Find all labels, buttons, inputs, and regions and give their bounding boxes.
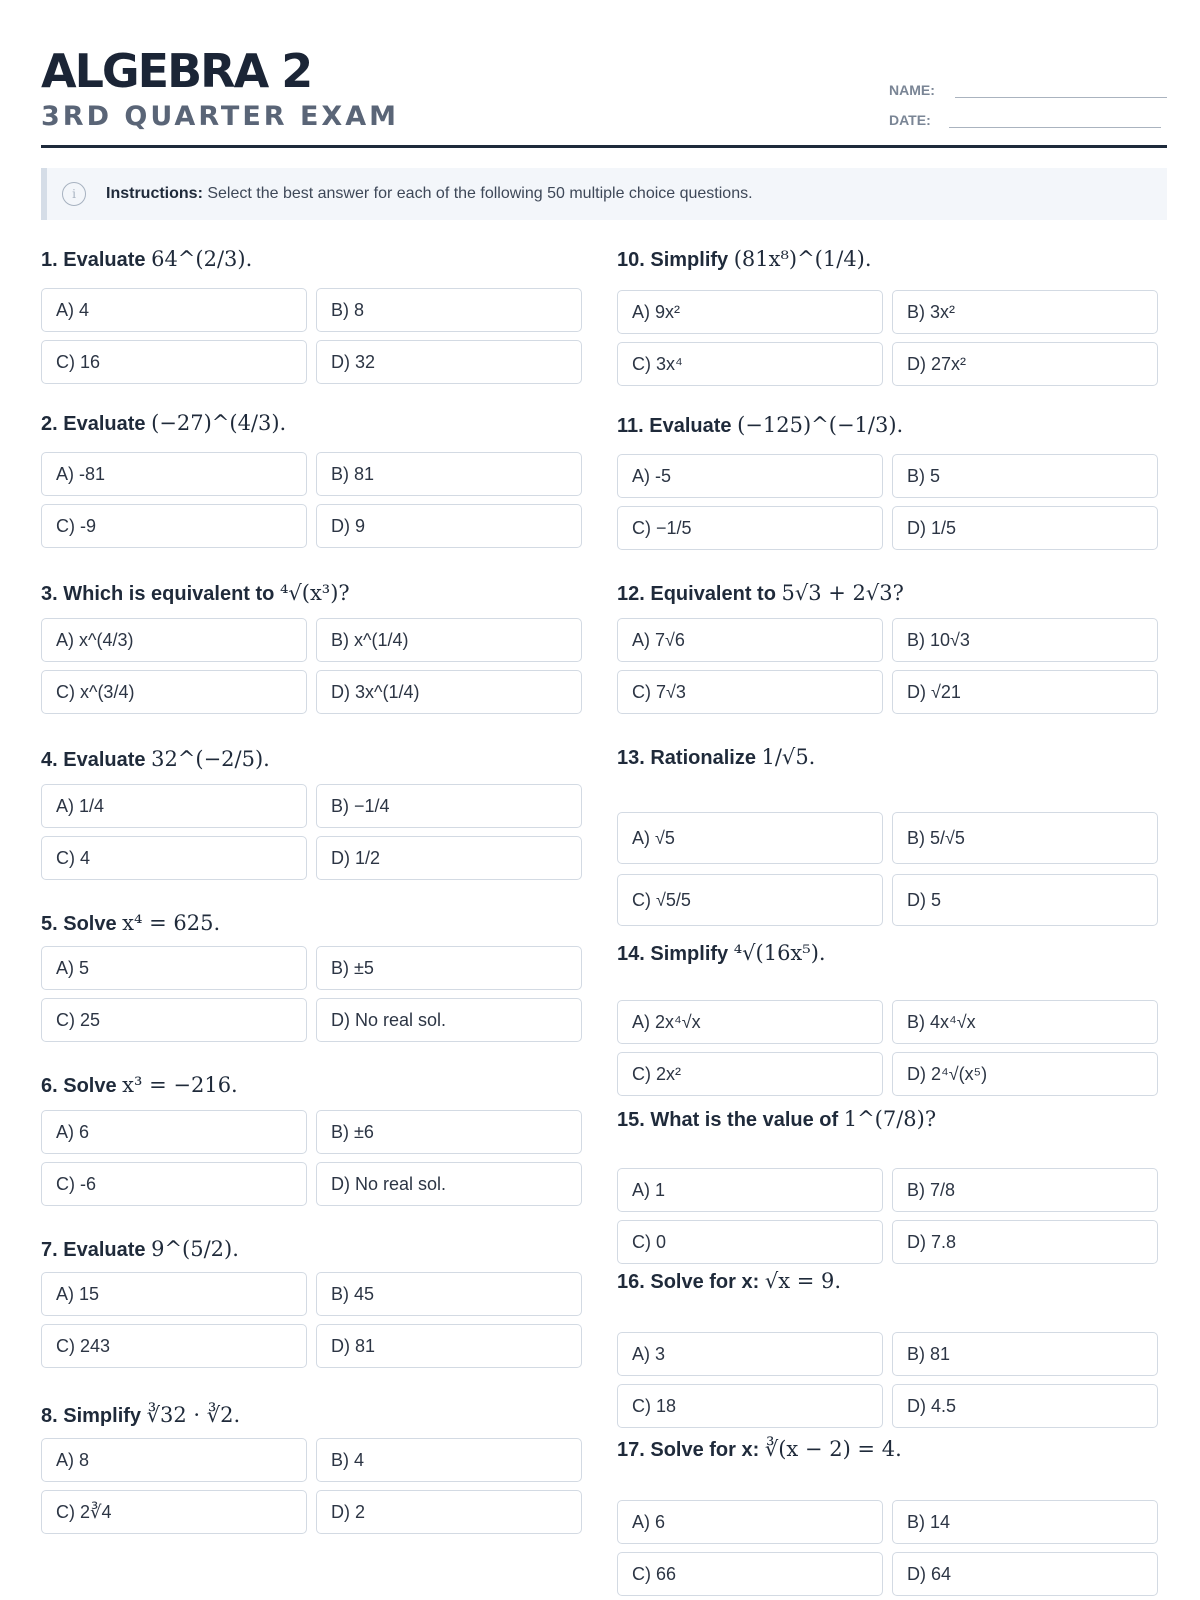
answer-option-c[interactable] xyxy=(41,1490,307,1534)
question-expression: √x = 9. xyxy=(764,1269,842,1293)
exam-header xyxy=(41,44,1167,148)
answer-option-label: C) 2∛4 xyxy=(56,1501,112,1522)
answer-option-label: B) 5 xyxy=(907,465,941,486)
question-expression: (81x⁸)^(1/4). xyxy=(733,247,872,271)
question-expression: 1^(7/8)? xyxy=(843,1107,937,1131)
question-expression: x³ = −216. xyxy=(122,1073,238,1097)
answer-option-b[interactable] xyxy=(892,454,1158,498)
question-title xyxy=(41,1070,238,1101)
answer-option-label: B) 81 xyxy=(907,1343,951,1364)
answer-option-d[interactable] xyxy=(892,506,1158,550)
answer-option-d[interactable] xyxy=(316,504,582,548)
answer-option-label: B) −1/4 xyxy=(331,795,390,816)
answer-option-label: C) 7√3 xyxy=(632,681,686,702)
question-number: 11. xyxy=(617,415,650,437)
question-title xyxy=(617,410,903,441)
answer-option-d[interactable] xyxy=(316,670,582,714)
answer-option-label: C) 16 xyxy=(56,351,101,372)
question-expression: 1/√5. xyxy=(761,745,816,769)
answer-option-a[interactable] xyxy=(41,452,307,496)
answer-option-label: B) 10√3 xyxy=(907,629,970,650)
answer-option-d[interactable] xyxy=(892,1220,1158,1264)
answer-option-b[interactable] xyxy=(316,618,582,662)
answer-option-label: D) 81 xyxy=(331,1335,376,1356)
answer-option-label: B) x^(1/4) xyxy=(331,629,409,650)
question-number: 16. xyxy=(617,1271,651,1293)
answer-option-d[interactable] xyxy=(316,1324,582,1368)
question-title xyxy=(41,908,220,939)
answer-option-label: C) 18 xyxy=(632,1395,677,1416)
question-number: 7. xyxy=(41,1239,64,1261)
answer-option-b[interactable] xyxy=(892,1168,1158,1212)
question-prompt: Evaluate xyxy=(63,249,152,271)
answer-option-b[interactable] xyxy=(316,1110,582,1154)
question-expression: 5√3 + 2√3? xyxy=(781,581,904,605)
question-prompt: Solve for x: xyxy=(650,1271,765,1293)
question-expression: x⁴ = 625. xyxy=(122,911,221,935)
answer-option-label: B) 8 xyxy=(331,299,365,320)
answer-option-label: A) x^(4/3) xyxy=(56,629,134,650)
answer-option-d[interactable] xyxy=(316,836,582,880)
question-title xyxy=(41,578,350,609)
question-prompt: Which is equivalent to xyxy=(63,583,280,605)
answer-option-label: C) 25 xyxy=(56,1009,101,1030)
question-prompt: Simplify xyxy=(650,943,734,965)
question-expression: 9^(5/2). xyxy=(151,1237,239,1261)
answer-option-label: B) 7/8 xyxy=(907,1179,956,1200)
answer-option-b[interactable] xyxy=(892,618,1158,662)
answer-option-b[interactable] xyxy=(892,1500,1158,1544)
answer-option-c[interactable] xyxy=(41,670,307,714)
answer-option-label: D) 3x^(1/4) xyxy=(331,681,420,702)
name-field[interactable] xyxy=(889,82,951,98)
answer-option-label: C) √5/5 xyxy=(632,889,691,910)
answer-option-a[interactable] xyxy=(617,290,883,334)
question-number: 14. xyxy=(617,943,651,965)
answer-option-label: C) 3x⁴ xyxy=(632,353,683,374)
answer-option-c[interactable] xyxy=(41,836,307,880)
answer-option-b[interactable] xyxy=(892,290,1158,334)
answer-option-d[interactable] xyxy=(316,1162,582,1206)
question-expression: ∛(x − 2) = 4. xyxy=(764,1437,902,1461)
answer-option-a[interactable] xyxy=(41,618,307,662)
answer-option-a[interactable] xyxy=(617,618,883,662)
question-number: 3. xyxy=(41,583,64,605)
answer-option-label: B) ±5 xyxy=(331,957,374,978)
instructions-label: Instructions: xyxy=(106,185,203,202)
answer-option-b[interactable] xyxy=(316,1272,582,1316)
question-title xyxy=(41,244,252,275)
answer-option-label: A) 9x² xyxy=(632,301,681,322)
question-number: 13. xyxy=(617,747,651,769)
question-number: 17. xyxy=(617,1439,651,1461)
answer-option-a[interactable] xyxy=(617,1500,883,1544)
answer-option-b[interactable] xyxy=(892,1000,1158,1044)
answer-option-label: C) 66 xyxy=(632,1563,677,1584)
answer-option-d[interactable] xyxy=(892,1384,1158,1428)
question-expression: (−27)^(4/3). xyxy=(151,411,287,435)
question-expression: ∛32 · ∛2. xyxy=(146,1403,241,1427)
name-line[interactable] xyxy=(955,97,1167,98)
answer-option-label: D) 7.8 xyxy=(907,1231,957,1252)
question-title xyxy=(41,744,270,775)
answer-option-b[interactable] xyxy=(316,288,582,332)
answer-option-label: A) 15 xyxy=(56,1283,100,1304)
question-title xyxy=(617,1434,902,1465)
answer-option-c[interactable] xyxy=(41,340,307,384)
question-prompt: Simplify xyxy=(63,1405,147,1427)
answer-option-label: D) 4.5 xyxy=(907,1395,957,1416)
answer-option-c[interactable] xyxy=(617,1052,883,1096)
question-title xyxy=(617,938,826,969)
answer-option-label: A) 4 xyxy=(56,299,90,320)
question-title xyxy=(41,408,286,439)
question-prompt: Solve for x: xyxy=(650,1439,765,1461)
date-line[interactable] xyxy=(949,127,1161,128)
answer-option-label: D) 2⁴√(x⁵) xyxy=(907,1063,988,1084)
answer-option-a[interactable] xyxy=(617,454,883,498)
answer-option-a[interactable] xyxy=(617,1000,883,1044)
answer-option-label: A) 6 xyxy=(56,1121,90,1142)
question-title xyxy=(41,1234,239,1265)
answer-option-a[interactable] xyxy=(41,784,307,828)
answer-option-a[interactable] xyxy=(41,1272,307,1316)
answer-option-d[interactable] xyxy=(316,998,582,1042)
answer-option-label: D) √21 xyxy=(907,681,961,702)
question-number: 1. xyxy=(41,249,64,271)
question-title xyxy=(617,1104,936,1135)
answer-option-b[interactable] xyxy=(316,946,582,990)
question-expression: 32^(−2/5). xyxy=(151,747,270,771)
question-prompt: Evaluate xyxy=(63,749,152,771)
answer-option-label: A) 3 xyxy=(632,1343,666,1364)
answer-option-a[interactable] xyxy=(617,1332,883,1376)
answer-option-b[interactable] xyxy=(316,1438,582,1482)
answer-option-c[interactable] xyxy=(41,1162,307,1206)
question-number: 12. xyxy=(617,583,651,605)
answer-option-d[interactable] xyxy=(892,1052,1158,1096)
answer-option-c[interactable] xyxy=(617,1220,883,1264)
answer-option-label: A) 6 xyxy=(632,1511,666,1532)
exam-title: ALGEBRA 2 xyxy=(41,44,312,98)
answer-option-label: D) No real sol. xyxy=(331,1009,447,1030)
answer-option-label: A) 8 xyxy=(56,1449,90,1470)
name-label: NAME: xyxy=(889,82,935,98)
answer-option-label: A) 7√6 xyxy=(632,629,685,650)
question-prompt: Rationalize xyxy=(650,747,762,769)
answer-option-a[interactable] xyxy=(41,1110,307,1154)
answer-option-label: D) 1/2 xyxy=(331,847,381,868)
question-prompt: Evaluate xyxy=(649,415,738,437)
question-title xyxy=(617,578,904,609)
question-title xyxy=(617,244,872,275)
answer-option-d[interactable] xyxy=(892,670,1158,714)
question-number: 6. xyxy=(41,1075,64,1097)
answer-option-c[interactable] xyxy=(617,506,883,550)
date-label: DATE: xyxy=(889,112,931,128)
answer-option-c[interactable] xyxy=(617,342,883,386)
answer-option-label: D) 9 xyxy=(331,515,366,536)
answer-option-label: A) √5 xyxy=(632,827,675,848)
instructions-box xyxy=(41,168,1167,220)
answer-option-label: C) x^(3/4) xyxy=(56,681,135,702)
answer-option-label: B) 81 xyxy=(331,463,375,484)
answer-option-label: C) 243 xyxy=(56,1335,111,1356)
answer-option-label: C) −1/5 xyxy=(632,517,692,538)
answer-option-a[interactable] xyxy=(41,288,307,332)
question-number: 10. xyxy=(617,249,651,271)
answer-option-label: A) 1 xyxy=(632,1179,666,1200)
question-title xyxy=(617,1266,841,1297)
instructions-body: Select the best answer for each of the following 50 multiple choice questions. xyxy=(207,185,753,202)
answer-option-label: D) No real sol. xyxy=(331,1173,447,1194)
question-number: 4. xyxy=(41,749,64,771)
answer-option-label: A) 5 xyxy=(56,957,90,978)
question-prompt: Equivalent to xyxy=(650,583,782,605)
answer-option-c[interactable] xyxy=(617,670,883,714)
question-title xyxy=(41,1400,240,1431)
info-icon: i xyxy=(62,182,86,206)
answer-option-label: D) 27x² xyxy=(907,353,967,374)
answer-option-label: B) 5/√5 xyxy=(907,827,965,848)
answer-option-c[interactable] xyxy=(617,1384,883,1428)
answer-option-label: A) -5 xyxy=(632,465,672,486)
answer-option-label: C) -6 xyxy=(56,1173,96,1194)
answer-option-d[interactable] xyxy=(316,340,582,384)
answer-option-c[interactable] xyxy=(41,504,307,548)
question-expression: ⁴√(x³)? xyxy=(279,581,350,605)
answer-option-c[interactable] xyxy=(41,1324,307,1368)
answer-option-label: C) -9 xyxy=(56,515,96,536)
question-expression: 64^(2/3). xyxy=(151,247,253,271)
question-title xyxy=(617,742,815,773)
answer-option-label: D) 5 xyxy=(907,889,942,910)
answer-option-label: B) ±6 xyxy=(331,1121,374,1142)
answer-option-b[interactable] xyxy=(316,784,582,828)
answer-option-label: A) 1/4 xyxy=(56,795,105,816)
question-expression: ⁴√(16x⁵). xyxy=(733,941,826,965)
answer-option-d[interactable] xyxy=(316,1490,582,1534)
question-prompt: What is the value of xyxy=(650,1109,844,1131)
question-number: 8. xyxy=(41,1405,64,1427)
answer-option-c[interactable] xyxy=(617,874,883,926)
exam-subtitle: 3RD QUARTER EXAM xyxy=(41,101,399,132)
answer-option-c[interactable] xyxy=(617,1552,883,1596)
answer-option-c[interactable] xyxy=(41,998,307,1042)
answer-option-label: D) 1/5 xyxy=(907,517,957,538)
answer-option-label: B) 45 xyxy=(331,1283,375,1304)
question-prompt: Solve xyxy=(63,1075,123,1097)
instructions-text xyxy=(106,185,753,203)
answer-option-label: B) 14 xyxy=(907,1511,951,1532)
answer-option-label: D) 64 xyxy=(907,1563,952,1584)
question-prompt: Evaluate xyxy=(63,413,152,435)
answer-option-label: C) 2x² xyxy=(632,1063,681,1084)
answer-option-a[interactable] xyxy=(41,946,307,990)
question-number: 2. xyxy=(41,413,64,435)
question-number: 15. xyxy=(617,1109,651,1131)
answer-option-b[interactable] xyxy=(892,1332,1158,1376)
answer-option-label: D) 2 xyxy=(331,1501,366,1522)
answer-option-label: B) 3x² xyxy=(907,301,956,322)
answer-option-b[interactable] xyxy=(316,452,582,496)
answer-option-label: A) 2x⁴√x xyxy=(632,1011,701,1032)
date-field[interactable] xyxy=(889,112,951,128)
answer-option-d[interactable] xyxy=(892,874,1158,926)
answer-option-d[interactable] xyxy=(892,1552,1158,1596)
answer-option-d[interactable] xyxy=(892,342,1158,386)
answer-option-label: C) 4 xyxy=(56,847,91,868)
question-expression: (−125)^(−1/3). xyxy=(737,413,904,437)
answer-option-label: C) 0 xyxy=(632,1231,667,1252)
answer-option-label: D) 32 xyxy=(331,351,376,372)
answer-option-a[interactable] xyxy=(41,1438,307,1482)
answer-option-label: A) -81 xyxy=(56,463,106,484)
answer-option-label: B) 4x⁴√x xyxy=(907,1011,976,1032)
question-prompt: Solve xyxy=(63,913,123,935)
answer-option-a[interactable] xyxy=(617,812,883,864)
question-prompt: Simplify xyxy=(650,249,734,271)
answer-option-b[interactable] xyxy=(892,812,1158,864)
question-prompt: Evaluate xyxy=(63,1239,152,1261)
answer-option-a[interactable] xyxy=(617,1168,883,1212)
answer-option-label: B) 4 xyxy=(331,1449,365,1470)
question-number: 5. xyxy=(41,913,64,935)
